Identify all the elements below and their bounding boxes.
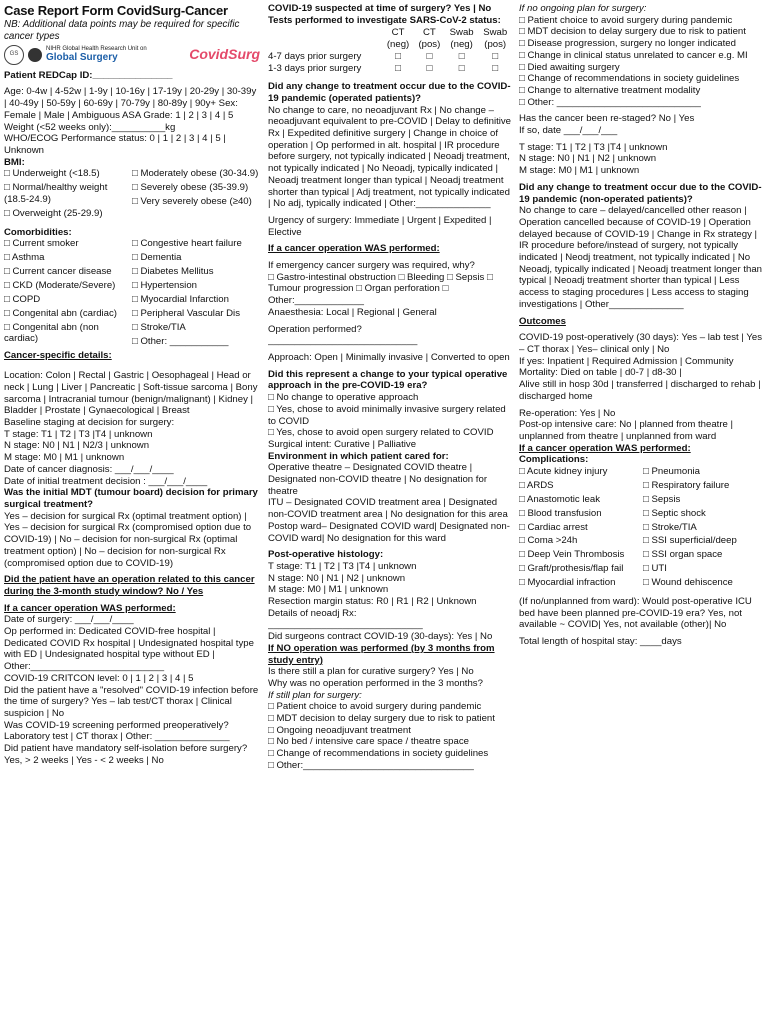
checkbox[interactable]: □ [458,62,465,74]
form-field-text: If no ongoing plan for surgery: [519,3,647,14]
form-field-text: Anaesthesia: Local | Regional | General [268,306,437,318]
section-heading: Did any change to treatment occur due to the COVID-19 pandemic (operated patients)? [268,81,511,104]
form-field-text: □ Patient choice to avoid surgery during pandemic [519,14,733,26]
table-cell: CT [422,27,436,39]
form-field-text: If so, date ___/___/___ [519,125,618,137]
form-note: NB: Additional data points may be required for specific cancer types [4,18,240,42]
checkbox-option[interactable]: □ Coma >24h [519,535,578,547]
checkbox[interactable]: □ [395,62,401,74]
outcomes-section [519,3,767,466]
checkbox-option[interactable]: □ Current cancer disease [4,266,112,278]
form-field-text: Date of surgery: ___/___/____ [4,614,134,626]
form-field-text: If still plan for surgery: [268,689,362,701]
form-field-text: Was COVID-19 screening performed preoperatively? [4,719,229,731]
checkbox-option[interactable]: □ Wound dehiscence [643,577,733,589]
checkbox-option[interactable]: □ Acute kidney injury [519,466,608,478]
form-field-text: Urgency of surgery: Immediate | Urgent | Expedited | Elective [268,214,492,238]
checkbox-option[interactable]: □ Deep Vein Thrombosis [519,549,625,561]
form-field-text: If yes: Inpatient | Required Admission | Community [519,355,734,367]
form-field-text: M stage: M0 | M1 | unknown [268,584,389,596]
form-field-text: Is there still a plan for curative surgery? Yes | No [268,666,474,678]
form-field-text: Resection margin status: R0 | R1 | R2 | Unknown [268,596,477,608]
form-field-text: □ Change in clinical status unrelated to cancer e.g. MI [519,49,748,61]
form-field-text: □ MDT decision to delay surgery due to risk to patient [268,713,495,725]
form-field-text: Baseline staging at decision for surgery: [4,417,175,429]
checkbox-option[interactable]: □ COPD [4,294,41,305]
form-field-text: □ Change of recommendations in society guidelines [519,73,740,85]
form-field-text: □ Ongoing neoadjuvant treatment [268,724,411,736]
table-cell: (neg) [450,39,473,51]
form-field-text: Did the patient have a "resolved" COVID-19 infection before the time of surgery? Yes – lab test/CT thorax | Clinical suspicion | No [4,684,259,719]
checkbox-option[interactable]: □ Myocardial infraction [519,577,616,589]
form-field-text: □ Change to alternative treatment modality [519,84,701,96]
form-field-text: Why was no operation performed in the 3 months? [268,677,483,689]
checkbox-option[interactable]: □ Myocardial Infarction [132,294,229,305]
checkbox-option[interactable]: □ Respiratory failure [643,479,730,491]
checkbox-option[interactable]: □ Peripheral Vascular Dis [132,307,240,319]
table-row [268,63,512,75]
form-field-text: □ Change of recommendations in society guidelines [268,748,489,760]
form-field-text: Weight (<52 weeks only):__________kg [4,121,176,133]
checkbox-option[interactable]: □ UTI [643,563,667,575]
form-field-text: Post-op intensive care: No | planned from theatre | unplanned from theatre | unplanned from ward [519,419,734,442]
checkbox-option[interactable]: □ Diabetes Mellitus [132,266,214,278]
form-field-text: ITU – Designated COVID treatment area | Designated non-COVID treatment area | No designation for this area [268,497,508,521]
form-field-text: □ Disease progression, surgery no longer indicated [519,38,736,50]
table-cell: (pos) [418,39,441,51]
checkbox-option[interactable]: □ Overweight (25-29.9) [4,207,103,219]
form-field-text: (If no/unplanned from ward): Would post-operative ICU bed have been planned pre-COVID-19 era? Yes, not available ~ COVID| Yes, not available (other)| No [519,596,752,631]
checkbox-option[interactable]: □ Severely obese (35-39.9) [132,182,249,194]
form-field-text: N stage: N0 | N1 | N2/3 | unknown [4,440,150,452]
checkbox-option[interactable]: □ Congenital abn (non cardiac) [4,321,99,345]
form-field-text: Date of initial treatment decision : ___/___/____ [4,475,208,487]
checkbox-option[interactable]: □ Stroke/TIA [643,521,697,533]
checkbox-option[interactable]: □ SSI superficial/deep [643,535,737,547]
table-cell [268,27,382,39]
form-field-text: Postop ward– Designated COVID ward| Designated non-COVID ward| No designation for this ward [268,520,510,544]
form-field-text: T stage: T1 | T2 | T3 |T4 | unknown [4,428,153,440]
section-heading: Did this represent a change to your typical operative approach in the pre-COVID-19 era? [268,368,508,392]
form-field-text: Did patient have mandatory self-isolation before surgery? [4,743,248,755]
cancer-details-section [4,350,260,767]
form-title: Case Report Form CovidSurg-Cancer [4,3,228,18]
section-heading: Patient REDCap ID:_______________ [4,69,173,81]
section-heading: Cancer-specific details: [4,349,112,361]
checkbox-option[interactable]: □ Underweight (<18.5) [4,168,100,180]
patient-section [4,70,260,169]
form-field-text: WHO/ECOG Performance status: 0 | 1 | 2 | 3 | 4 | 5 | Unknown [4,133,226,156]
form-field-text: Mortality: Died on table | d0-7 | d8-30 | [519,367,682,379]
section-heading: Did any change to treatment occur due to the COVID-19 pandemic (non-operated patients)? [519,181,762,205]
section-heading: Did the patient have an operation related to this cancer during the 3-month study window? No / Yes [4,574,255,597]
form-field-text: No change to care – delayed/cancelled other reason | Operation cancelled because of COVID-19 | Operation delayed because of COVID-19 | Change in Rx strategy | IR procedure before/instead of surgery, not typically indicated | Neodj treatment, not typically indicated | No Neoadj, typically indicated | Neoadj treatment longer than typical | Neoadj treatment shorter than typical | Less access to staging procedures | Less access to staging investigations | Other______________ [519,205,763,310]
nihr-unit-logo: NIHR Global Health Research Unit on Global Surgery [46,46,147,64]
form-field-text: Surgical intent: Curative | Palliative [268,438,417,450]
form-field-text: Yes, > 2 weeks | Yes - < 2 weeks | No [4,754,164,766]
form-field-text: □ Yes, chose to avoid open surgery related to COVID [268,427,494,439]
table-cell: Swab [449,27,474,39]
form-field-text: If emergency cancer surgery was required, why? [268,260,475,272]
checkbox-option[interactable]: □ CKD (Moderate/Severe) [4,280,116,292]
logo-bar [4,44,260,66]
form-field-text: COVID-19 CRITCON level: 0 | 1 | 2 | 3 | 4 | 5 [4,672,194,684]
checkbox-option[interactable]: □ Congestive heart failure [132,238,242,250]
table-cell: (pos) [484,39,507,51]
covidsurg-logo: CovidSurg [189,46,260,63]
form-field-text: Did surgeons contract COVID-19 (30-days): Yes | No [268,631,493,643]
form-field-text: Re-operation: Yes | No [519,407,616,419]
form-field-text: Total length of hospital stay: ____days [519,636,682,648]
form-field-text: □ Other:________________________________ [268,759,474,771]
form-field-text: Op performed in: Dedicated COVID-free hospital | Dedicated COVID Rx hospital | Undesignated hospital type with ED | Undesignated hospital type without ED | Other:_________________________ [4,626,254,673]
table-cell: 4-7 days prior surgery [268,50,362,62]
checkbox-option[interactable]: □ Cardiac arrest [519,521,588,533]
column-2 [268,3,512,772]
icu-section [519,591,767,648]
section-heading: Post-operative histology: [268,549,384,561]
form-field-text: □ No bed / intensive care space / theatre space [268,736,469,748]
sars-test-table [268,27,512,74]
checkbox-option[interactable]: □ Current smoker [4,238,79,250]
section-heading: If a cancer operation WAS performed: [519,442,691,454]
checkbox-option[interactable]: □ SSI organ space [643,549,723,561]
form-field-text: □ Yes, chose to avoid minimally invasive surgery related to COVID [268,403,506,427]
table-cell [268,39,382,51]
checkbox-option[interactable]: □ Other: ___________ [132,335,229,347]
form-field-text: M stage: M0 | M1 | unknown [519,165,640,177]
section-heading: If NO operation was performed (by 3 months from study entry) [268,642,495,666]
form-field-text: Age: 0-4w | 4-52w | 1-9y | 10-16y | 17-19y | 20-29y | 30-39y | 40-49y | 50-59y | 60-69y | 70-79y | 80-89y | 90y+ Sex: Female | Male | Ambiguous ASA Grade: 1 | 2 | 3 | 4 | 5 [4,86,257,121]
form-field-text: Operative theatre – Designated COVID theatre | Designated non-COVID theatre | No designation for theatre [268,462,488,497]
checkbox-option[interactable]: □ Stroke/TIA [132,321,186,333]
checkbox-option[interactable]: □ Graft/prothesis/flap fail [519,563,624,575]
form-field-text: T stage: T1 | T2 | T3 |T4 | unknown [268,560,417,572]
section-heading: If a cancer operation WAS performed: [4,602,176,614]
checkbox-option[interactable]: □ Very severely obese (≥40) [132,196,252,208]
table-header-row [268,27,512,39]
checkbox[interactable]: □ [426,62,433,74]
checkbox[interactable]: □ [492,62,499,74]
form-field-text: Date of cancer diagnosis: ___/___/____ [4,463,174,475]
covid-suspected: COVID-19 suspected at time of surgery? Yes | No [268,3,492,14]
form-field-text: Has the cancer been re-staged? No | Yes [519,113,695,125]
checkbox-option[interactable]: □ Moderately obese (30-34.9) [132,168,259,180]
globalsurg-logo: GS [4,45,24,65]
checkbox[interactable]: □ [492,50,499,62]
form-field-text: □ Gastro-intestinal obstruction □ Bleeding □ Sepsis □ Tumour progression □ Organ perforation □ Other:_____________ [268,271,493,307]
form-field-text: N stage: N0 | N1 | N2 | unknown [268,572,406,584]
form-field-text: T stage: T1 | T2 | T3 |T4 | unknown [519,141,668,153]
checkbox[interactable]: □ [395,50,401,62]
section-heading: Complications: [519,454,589,466]
form-field-text: Alive still in hosp 30d | transferred | discharged to rehab | discharged home [519,379,761,402]
table-row [268,51,512,63]
checkbox[interactable]: □ [458,50,465,62]
comorbidities-title: Comorbidities: [4,226,72,238]
complication-options [519,466,767,591]
section-heading: BMI: [4,156,25,168]
form-field-text: M stage: M0 | M1 | unknown [4,452,125,464]
form-field-text: □ Other: ___________________________ [519,96,701,108]
checkbox-option[interactable]: □ Congenital abn (cardiac) [4,307,117,319]
column-1 [4,3,260,766]
section-heading: If a cancer operation WAS performed: [268,243,440,255]
checkbox-option[interactable]: □ Septic shock [643,507,706,519]
checkbox-option[interactable]: □ ARDS [519,479,554,491]
table-cell: (neg) [386,39,410,51]
table-cell: 1-3 days prior surgery [268,62,362,74]
checkbox-option[interactable]: □ Dementia [132,252,182,264]
table-header-row [268,39,512,51]
checkbox-option[interactable]: □ Normal/healthy weight (18.5-24.9) [4,182,108,205]
checkbox-option[interactable]: □ Blood transfusion [519,507,602,519]
checkbox-option[interactable]: □ Sepsis [643,493,681,505]
form-field-text: Yes – decision for surgical Rx (optimal treatment option) | Yes – decision for surgical Rx (compromised option due to COVID-19) | No – decision for non-surgical Rx (optimal treatment option) | No – decision for non-surgical Rx (compromised option due to COVID-19) [4,510,252,569]
section-heading: Was the initial MDT (tumour board) decision for primary surgical treatment? [4,487,258,510]
form-field-text: Location: Colon | Rectal | Gastric | Oesophageal | Head or neck | Lung | Liver | Pancreatic | Soft-tissue sarcoma | Bony sarcoma | Intracranial tumour (benign/malignant) | Kidney | Bladder | Prostate | Gynaecological | Breast [4,370,258,417]
form-field-text: □ Patient choice to avoid surgery during pandemic [268,701,482,713]
form-field-text: □ No change to operative approach [268,392,419,404]
bmi-options [4,168,260,221]
checkbox-option[interactable]: □ Asthma [4,252,45,264]
checkbox[interactable]: □ [426,50,433,62]
column-3 [519,3,767,648]
checkbox-option[interactable]: □ Hypertension [132,280,197,292]
checkbox-option[interactable]: □ Anastomotic leak [519,493,600,505]
section-heading: Outcomes [519,315,566,327]
form-field-text: Details of neoadj Rx: _____________________________ [268,607,423,631]
form-field-text: Approach: Open | Minimally invasive | Converted to open [268,351,510,363]
form-field-text: No change to care, no neoadjuvant Rx | No change – neoadjuvant equivalent to pre-COVID | Delay to definitive Rx | Expedited definitive surgery | Change in choice of operation | Op performed in alt. hospital | IR procedure before surgery, not typically indicated | Neoadj treatment, not typically indicated | No Neoadj, typically indicated | Neoadj treatment longer than typical | Neoadj treatment shorter than typical | Adj treatment, not typically indicated | No adj, typically indicated | Other:______________ [268,104,512,210]
spacer [4,361,260,370]
sars-tests-title: Tests performed to investigate SARS-CoV-2 status: [268,14,501,26]
operation-section [268,76,512,771]
form-field-text: Operation performed? ____________________________ [268,323,418,347]
checkbox-option[interactable]: □ Pneumonia [643,466,700,478]
form-field-text: □ Died awaiting surgery [519,61,620,73]
table-cell: CT [391,27,405,39]
form-field-text: Laboratory test | CT thorax | Other: ______________ [4,731,230,743]
table-cell: Swab [483,27,508,39]
comorbidity-options [4,238,260,349]
section-heading: Environment in which patient cared for: [268,450,449,462]
form-field-text: N stage: N0 | N1 | N2 | unknown [519,153,657,165]
nihr-logo [28,48,42,62]
form-field-text: COVID-19 post-operatively (30 days): Yes – lab test | Yes – CT thorax | Yes– clinical only | No [519,332,762,355]
form-field-text: □ MDT decision to delay surgery due to risk to patient [519,26,746,38]
